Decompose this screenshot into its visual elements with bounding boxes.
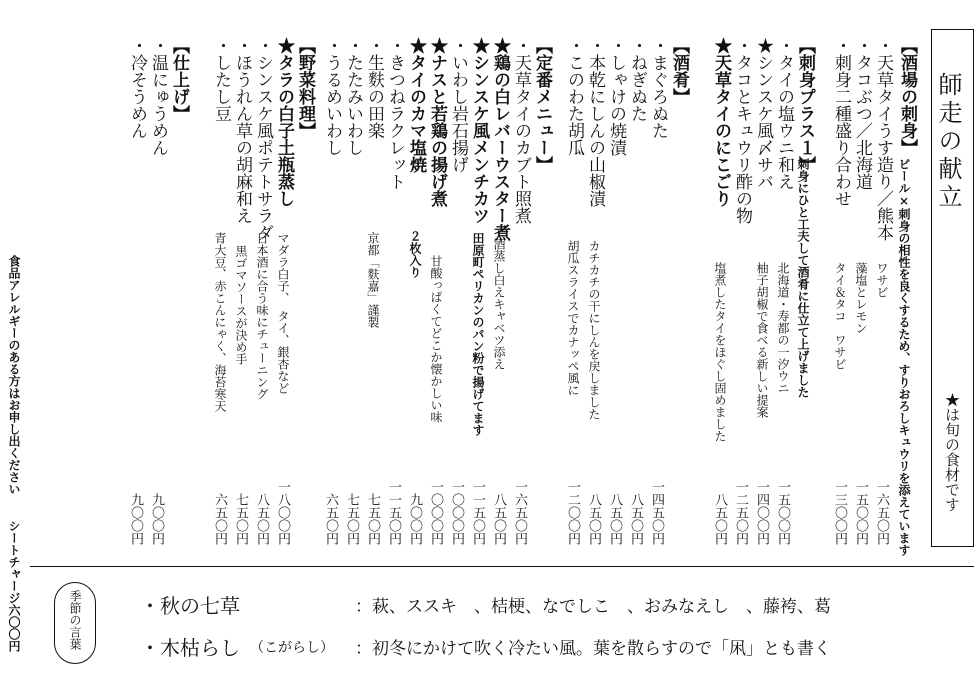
menu-item-price: 一八〇〇円 <box>275 480 290 545</box>
menu-item-price: 一四五〇円 <box>649 480 664 545</box>
menu-item-price: 七五〇円 <box>365 493 380 545</box>
menu-item-price: 七五〇円 <box>344 493 359 545</box>
seat-charge: シートチャージ六〇〇円 <box>7 520 21 652</box>
menu-item-name: ★天草タイのにこごり <box>711 37 731 207</box>
menu-item-name: ・したし豆 <box>211 37 231 122</box>
menu-item-price: 一五〇〇円 <box>775 480 790 545</box>
menu-item-price: 一二五〇円 <box>733 480 748 545</box>
menu-item-name: ・ほうれん草の胡麻和え <box>232 37 252 224</box>
menu-item-price: 一三〇〇円 <box>832 480 847 545</box>
season-reading: （こがらし） <box>250 640 334 656</box>
menu-item-detail: 胡瓜スライスでカナッペ風に <box>566 240 580 396</box>
menu-item-detail: タイ＆タコ ワサビ <box>833 262 847 370</box>
menu-item-price: 九〇〇円 <box>128 493 143 545</box>
season-word: ・木枯らし <box>140 636 240 660</box>
menu-item-detail: 田原町ペリカンのパン粉で揚げてます <box>471 232 485 436</box>
menu-item-price: 一六五〇円 <box>874 480 889 545</box>
menu-item-name: ・温にゅうめん <box>148 37 168 156</box>
menu-item-name: ・シンスケ風ポテトサラダ <box>253 37 273 241</box>
menu-item-detail: 日本酒に合う味にチューニング <box>255 232 269 400</box>
menu-item-price: 九〇〇円 <box>149 493 164 545</box>
heading-sakaba: 【酒場の刺身】 <box>897 37 917 156</box>
menu-item-price: 一〇〇〇円 <box>428 480 443 545</box>
allergy-note: 食品アレルギーのある方はお申し出ください <box>7 255 21 495</box>
menu-item-name: ・このわた胡瓜 <box>564 37 584 156</box>
menu-item-name: ・刺身二種盛り合わせ <box>831 37 851 207</box>
menu-item-detail: カチカチの干にしんを戻しました <box>587 240 601 420</box>
menu-item-price: 八五〇円 <box>607 493 622 545</box>
menu-item-price: 一五〇〇円 <box>853 480 868 545</box>
menu-item-name: ★鶏の白レバーウスター煮 <box>490 37 510 241</box>
menu-item-detail: 青大豆、赤こんにゃく、海苔寒天 <box>213 232 227 412</box>
menu-item-detail: 柚子胡椒で食べる新しい提案 <box>755 262 769 418</box>
menu-item-name: ★タラの白子土瓶蒸し <box>274 37 294 207</box>
menu-item-name: ・きつねラクレット <box>385 37 405 190</box>
menu-item-name: ・たたみいわし <box>343 37 363 156</box>
menu-item-price: 一四〇〇円 <box>754 480 769 545</box>
menu-item-name: ・天草タイのカブト照煮 <box>511 37 531 224</box>
star-note: ★は旬の食材です <box>943 392 961 512</box>
menu-item-price: 六五〇円 <box>212 493 227 545</box>
menu-title: 師走の献立 <box>934 72 962 212</box>
menu-item-detail: ２枚入り <box>408 230 422 278</box>
menu-item-name: ★シンスケ風メンチカツ <box>469 37 489 224</box>
menu-item-name: ・生麩の田楽 <box>364 37 384 139</box>
season-label: 季節の言葉 <box>68 590 82 650</box>
menu-item-detail: 黒ゴマソースが決め手 <box>234 245 248 365</box>
section-note: 刺身にひと工夫して酒肴に仕立て上げました <box>796 158 810 398</box>
menu-item-price: 八五〇円 <box>628 493 643 545</box>
menu-item-name: ・まぐろぬた <box>648 37 668 139</box>
menu-item-name: ・天草タイうす造り／熊本 <box>873 37 893 241</box>
menu-item-name: ・タコとキュウリ酢の物 <box>732 37 752 224</box>
season-word: ・秋の七草 <box>140 594 240 618</box>
menu-item-price: 八五〇円 <box>491 493 506 545</box>
heading-yasai: 【野菜料理】 <box>295 37 315 139</box>
season-meaning: ：萩、ススキ 、桔梗、なでしこ 、おみなえし 、藤袴、葛 <box>355 597 831 617</box>
heading-teiban: 【定番メニュー】 <box>532 37 552 173</box>
menu-item-price: 八五〇円 <box>254 493 269 545</box>
menu-item-price: 一一五〇円 <box>386 480 401 545</box>
menu-item-price: 一二〇〇円 <box>565 480 580 545</box>
heading-shiage: 【仕上げ】 <box>169 37 189 122</box>
menu-item-name: ・本乾にしんの山椒漬 <box>585 37 605 207</box>
menu-item-detail: ワサビ <box>875 262 889 298</box>
menu-item-price: 八五〇円 <box>712 493 727 545</box>
menu-item-detail: 京都「麩嘉」謹製 <box>366 232 380 328</box>
menu-item-price: 九〇〇円 <box>407 493 422 545</box>
menu-item-name: ★ナスと若鶏の揚げ煮 <box>427 37 447 207</box>
menu-item-name: ・しゃけの焼漬 <box>606 37 626 156</box>
menu-item-detail: 北海道・寿都の一汐ウニ <box>776 262 790 394</box>
menu-item-detail: マダラ白子、 タイ、銀杏など <box>276 232 290 394</box>
menu-item-price: 六五〇円 <box>323 493 338 545</box>
menu-item-name: ・冷そうめん <box>127 37 147 139</box>
menu-item-name: ・いわし岩石揚げ <box>448 37 468 173</box>
menu-item-name: ★シンスケ風〆サバ <box>753 37 773 190</box>
menu-item-price: 一一五〇円 <box>470 480 485 545</box>
divider <box>30 566 974 567</box>
menu-item-price: 一〇〇〇円 <box>449 480 464 545</box>
heading-shuko: 【酒肴】 <box>669 37 689 105</box>
menu-item-detail: 藻塩とレモン <box>854 262 868 334</box>
season-meaning: ：初冬にかけて吹く冷たい風。葉を散らすので「凩」とも書く <box>355 639 831 659</box>
menu-item-name: ・うるめいわし <box>322 37 342 156</box>
menu-item-name: ・タイの塩ウニ和え <box>774 37 794 190</box>
menu-item-detail: 酒蒸し白えキャベツ添え <box>492 238 506 370</box>
heading-plus1: 【刺身プラス１】 <box>795 37 815 173</box>
section-note: ビール×刺身の相性を良くするため、すりおろしキュウリを添えています <box>897 158 911 556</box>
menu-item-detail: 甘酸っぱくてどこか懐かしい味 <box>429 255 443 423</box>
menu-item-name: ・ねぎぬた <box>627 37 647 122</box>
menu-item-price: 七五〇円 <box>233 493 248 545</box>
menu-item-price: 一六五〇円 <box>512 480 527 545</box>
menu-item-detail: 塩煮したタイをほぐし固めました <box>713 262 727 442</box>
menu-item-name: ・タコぶつ／北海道 <box>852 37 872 190</box>
menu-item-name: ★タイのカマ塩焼 <box>406 37 426 173</box>
menu-item-price: 八五〇円 <box>586 493 601 545</box>
